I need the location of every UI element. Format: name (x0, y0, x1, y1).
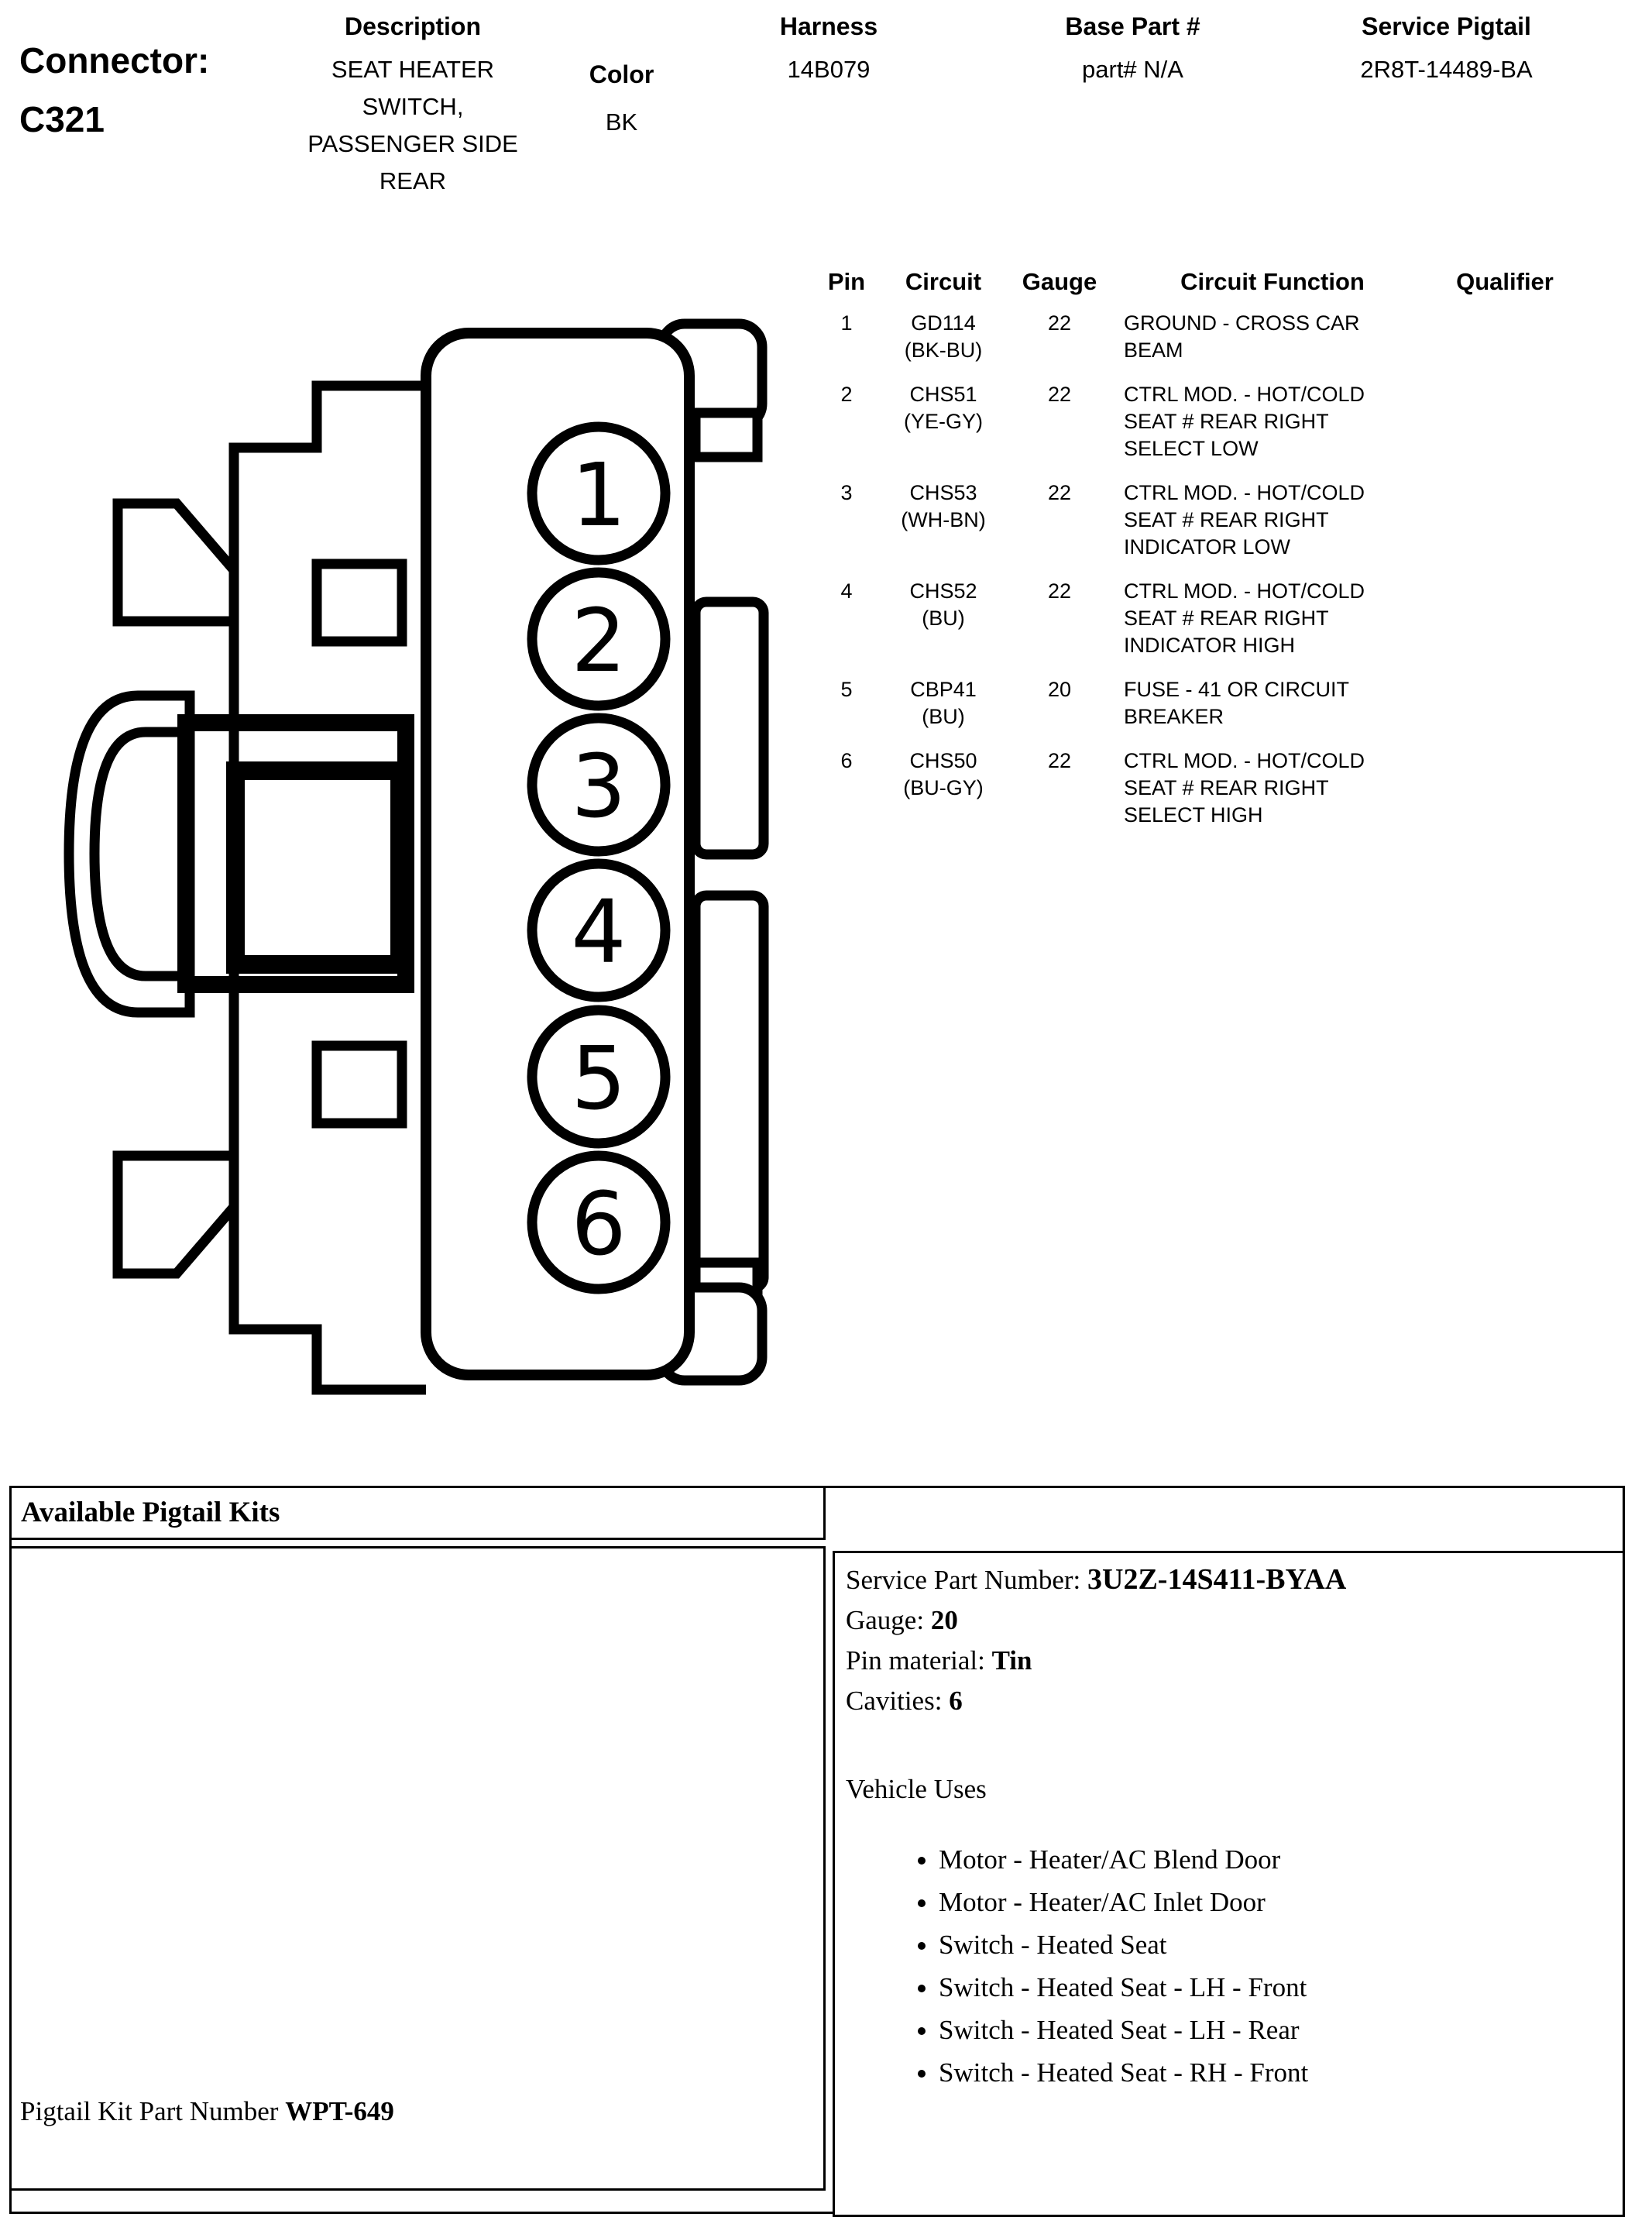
latch-window-upper (317, 564, 402, 641)
pin-table-header-row (816, 268, 1598, 296)
pin-number-2: 2 (571, 591, 627, 692)
pin-cell: 1 (840, 311, 853, 335)
pin-number-6: 6 (571, 1174, 627, 1275)
top-notch (695, 413, 757, 457)
qualifier-column-header: Qualifier (1456, 268, 1554, 295)
pin-number-4: 4 (571, 882, 627, 983)
base-part-header: Base Part # (1065, 12, 1200, 40)
description-line: PASSENGER SIDE (307, 130, 518, 157)
side-tab-lower (695, 895, 764, 1288)
pin-cell: 6 (840, 749, 853, 772)
gauge-cell: 20 (1047, 678, 1072, 701)
circuit-function-text: FUSE - 41 OR CIRCUIT BREAKER (1124, 678, 1349, 728)
harness-header: Harness (779, 12, 878, 40)
gauge-cell: 22 (1047, 579, 1072, 603)
gauge-cell: 22 (1047, 481, 1072, 504)
circuit-function-column-header: Circuit Function (1180, 268, 1365, 295)
pin-table-body (816, 310, 1598, 829)
circuit-code: CHS53 (909, 481, 977, 504)
mating-bump (69, 696, 190, 1012)
table-row (816, 381, 1598, 462)
service-part-number-label: Service Part Number: (846, 1565, 1087, 1595)
pin-cell: 3 (840, 481, 853, 504)
connector-id: C321 (19, 99, 105, 139)
circuit-function-cell (1110, 381, 1435, 462)
pigtail-kit-part-number (20, 2096, 394, 2127)
circuit-cell (878, 479, 1009, 561)
description-line: SWITCH, (362, 93, 464, 120)
cavities-label: Cavities: (846, 1686, 950, 1716)
circuit-cell (878, 748, 1009, 829)
table-row (816, 479, 1598, 561)
pin-material-value: Tin (991, 1645, 1032, 1676)
wire-color: (BU) (922, 705, 965, 728)
circuit-code: CBP41 (910, 678, 977, 701)
description-header: Description (344, 12, 482, 40)
vehicle-use-item: • Motor - Heater/AC Inlet Door (939, 1888, 1612, 1917)
wire-color: (YE-GY) (903, 410, 983, 433)
circuit-code: CHS51 (909, 383, 977, 406)
circuit-function-cell (1110, 578, 1435, 659)
wire-color: (BK-BU) (904, 339, 983, 362)
gauge-value: 20 (930, 1605, 958, 1635)
circuit-function-text: CTRL MOD. - HOT/COLD SEAT # REAR RIGHT INDICATOR HIGH (1124, 579, 1365, 657)
wire-color: (WH-BN) (901, 508, 986, 531)
cavities-line (846, 1681, 1612, 1721)
circuit-cell (878, 381, 1009, 462)
base-part-value: part# N/A (1082, 56, 1183, 83)
side-tab-upper (695, 602, 764, 854)
cavities-value: 6 (949, 1686, 963, 1716)
pin-cell: 4 (840, 579, 853, 603)
circuit-code: GD114 (911, 311, 976, 335)
circuit-function-text: CTRL MOD. - HOT/COLD SEAT # REAR RIGHT SELECT LOW (1124, 383, 1365, 460)
qualifier-cell (1435, 381, 1575, 462)
pin-column-header: Pin (827, 268, 866, 295)
qualifier-cell (1435, 676, 1575, 730)
circuit-function-cell (1110, 676, 1435, 730)
table-row (816, 310, 1598, 364)
circuit-code: CHS52 (909, 579, 977, 603)
description-line: REAR (379, 167, 447, 194)
gauge-line (846, 1600, 1612, 1641)
service-part-panel (833, 1551, 1625, 2217)
harness-value: 14B079 (787, 56, 871, 83)
latch-window-lower (317, 1046, 402, 1123)
available-pigtail-kits-header: Available Pigtail Kits (9, 1486, 826, 1540)
circuit-cell (878, 578, 1009, 659)
gauge-label: Gauge: (846, 1605, 931, 1635)
service-part-number-line (846, 1559, 1612, 1600)
wire-color: (BU-GY) (903, 776, 984, 799)
connector-label: Connector: (19, 40, 210, 81)
vehicle-use-item: • Switch - Heated Seat - LH - Front (939, 1973, 1612, 2002)
pin-number-3: 3 (571, 737, 627, 837)
circuit-function-text: GROUND - CROSS CAR BEAM (1124, 311, 1360, 362)
circuit-function-cell (1110, 479, 1435, 561)
vehicle-use-item: • Switch - Heated Seat (939, 1930, 1612, 1960)
table-row (816, 578, 1598, 659)
vehicle-use-item: • Motor - Heater/AC Blend Door (939, 1845, 1612, 1875)
table-row (816, 676, 1598, 730)
kit-part-number-value: WPT-649 (285, 2096, 394, 2126)
gauge-column-header: Gauge (1022, 268, 1097, 295)
vehicle-use-item: • Switch - Heated Seat - LH - Rear (939, 2016, 1612, 2045)
table-row (816, 748, 1598, 829)
qualifier-cell (1435, 748, 1575, 829)
qualifier-cell (1435, 479, 1575, 561)
gauge-cell: 22 (1047, 383, 1072, 406)
connector-diagram (46, 310, 782, 1410)
pin-material-line (846, 1641, 1612, 1681)
circuit-code: CHS50 (909, 749, 977, 772)
connector-title (19, 31, 209, 149)
wire-color: (BU) (922, 607, 965, 630)
color-value: BK (605, 108, 638, 136)
gauge-cell: 22 (1047, 749, 1072, 772)
circuit-function-text: CTRL MOD. - HOT/COLD SEAT # REAR RIGHT INDICATOR LOW (1124, 481, 1365, 559)
qualifier-cell (1435, 310, 1575, 364)
pin-number-1: 1 (571, 445, 627, 546)
upper-bracket-shape (118, 504, 234, 621)
pin-cell: 2 (840, 383, 853, 406)
color-header: Color (589, 60, 654, 88)
service-pigtail-header: Service Pigtail (1362, 12, 1531, 40)
pin-table (816, 268, 1598, 846)
service-pigtail-value: 2R8T-14489-BA (1360, 56, 1533, 83)
circuit-function-cell (1110, 748, 1435, 829)
circuit-function-text: CTRL MOD. - HOT/COLD SEAT # REAR RIGHT SELECT HIGH (1124, 749, 1365, 827)
vehicle-use-item: • Switch - Heated Seat - RH - Front (939, 2058, 1612, 2088)
pin-number-5: 5 (571, 1029, 627, 1129)
circuit-cell (878, 676, 1009, 730)
kit-part-number-label: Pigtail Kit Part Number (20, 2096, 286, 2126)
vehicle-uses-list (846, 1845, 1612, 2088)
circuit-cell (878, 310, 1009, 364)
vehicle-uses-title: Vehicle Uses (846, 1774, 987, 1804)
pin-material-label: Pin material: (846, 1645, 992, 1676)
pigtail-kit-panel (9, 1546, 826, 2191)
lower-bracket-shape (118, 1156, 234, 1273)
circuit-function-cell (1110, 310, 1435, 364)
circuit-column-header: Circuit (905, 268, 982, 295)
description-line: SEAT HEATER (331, 56, 495, 83)
pin-cell: 5 (840, 678, 853, 701)
gauge-cell: 22 (1047, 311, 1072, 335)
qualifier-cell (1435, 578, 1575, 659)
service-part-number-value: 3U2Z-14S411-BYAA (1087, 1563, 1347, 1596)
description-value (285, 51, 541, 200)
